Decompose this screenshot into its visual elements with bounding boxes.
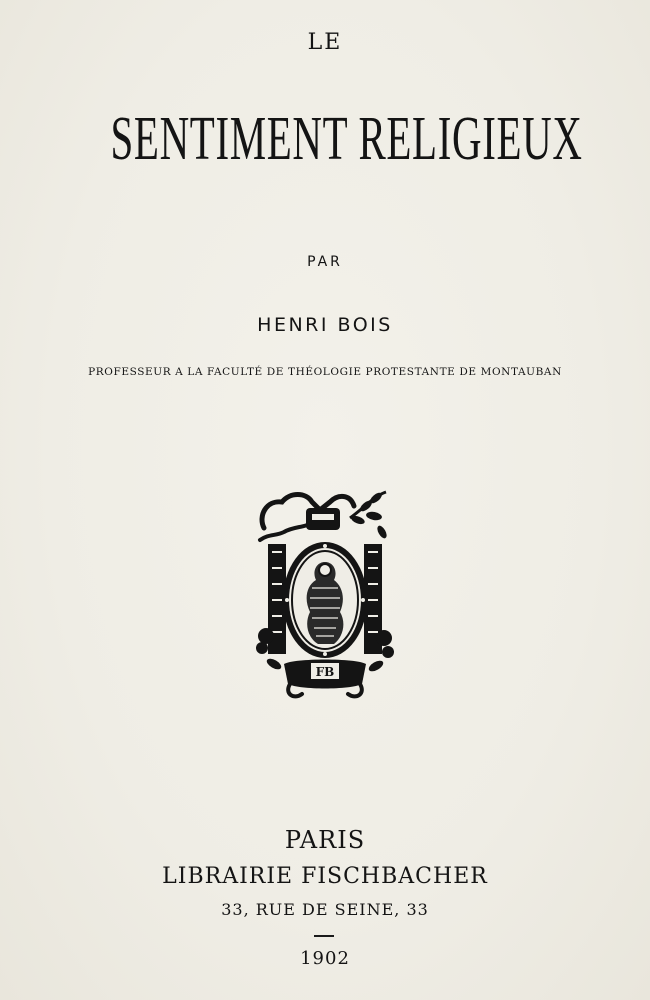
imprint-publisher: LIBRAIRIE FISCHBACHER <box>162 864 488 889</box>
imprint-address: 33, RUE DE SEINE, 33 <box>221 900 429 919</box>
imprint-year: 1902 <box>300 948 350 969</box>
publisher-emblem-icon <box>254 488 396 700</box>
title-article: LE <box>307 30 343 55</box>
imprint-city: PARIS <box>284 826 366 854</box>
emblem-monogram: FB <box>315 665 335 679</box>
divider-rule <box>314 935 334 937</box>
author-name: HENRI BOIS <box>257 314 393 336</box>
author-affiliation: PROFESSEUR A LA FACULTÉ DE THÉOLOGIE PROTESTANTE DE MONTAUBAN <box>88 366 562 378</box>
by-line: PAR <box>307 254 343 270</box>
book-title: SENTIMENT RELIGIEUX <box>110 105 583 173</box>
